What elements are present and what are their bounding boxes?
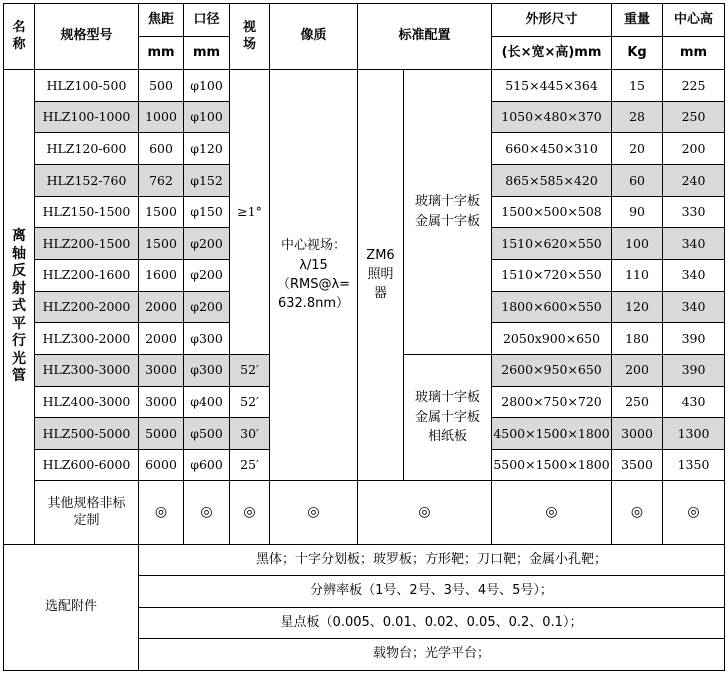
cell-weight: 180	[612, 323, 663, 355]
cell-focal: 500	[139, 70, 184, 102]
accessory-line: 星点板（0.005、0.01、0.02、0.05、0.2、0.1）；	[139, 607, 725, 639]
cell-center: 1300	[663, 418, 725, 450]
cell-dims: 1500×500×508	[492, 196, 612, 228]
cell-dims: 660×450×310	[492, 133, 612, 165]
cell-dims: 1050×480×370	[492, 101, 612, 133]
cell-focal: 1500	[139, 228, 184, 260]
cell-center: 340	[663, 259, 725, 291]
header-aperture: 口径	[184, 4, 230, 37]
bullseye-icon: ◎	[663, 481, 725, 544]
cell-focal: 6000	[139, 449, 184, 481]
cell-aperture: φ300	[184, 354, 230, 386]
cell-model: HLZ400-3000	[35, 386, 139, 418]
cell-model: HLZ100-500	[35, 70, 139, 102]
bullseye-icon: ◎	[139, 481, 184, 544]
bullseye-icon: ◎	[612, 481, 663, 544]
cell-model: HLZ100-1000	[35, 101, 139, 133]
cell-model: HLZ600-6000	[35, 449, 139, 481]
accessories-label: 选配附件	[4, 544, 139, 670]
header-row	[4, 4, 725, 37]
cell-aperture: φ200	[184, 228, 230, 260]
cell-aperture: φ600	[184, 449, 230, 481]
header-weight-unit: Kg	[612, 37, 663, 70]
cell-focal: 2000	[139, 291, 184, 323]
cell-focal: 762	[139, 165, 184, 197]
cell-dims: 5500×1500×1800	[492, 449, 612, 481]
cell-focal: 1600	[139, 259, 184, 291]
header-focal: 焦距	[139, 4, 184, 37]
accessory-line: 黑体；十字分划板；玻罗板；方形靶；刀口靶；金属小孔靶；	[139, 544, 725, 576]
cell-weight: 15	[612, 70, 663, 102]
cell-aperture: φ400	[184, 386, 230, 418]
cell-dims: 515×445×364	[492, 70, 612, 102]
header-dims-unit: (长×宽×高)mm	[492, 37, 612, 70]
cell-field: 25′	[230, 449, 270, 481]
cell-center: 340	[663, 291, 725, 323]
bullseye-icon: ◎	[184, 481, 230, 544]
cell-config-targets-b: 玻璃十字板 金属十字板 相纸板	[404, 354, 492, 481]
cell-weight: 90	[612, 196, 663, 228]
cell-dims: 865×585×420	[492, 165, 612, 197]
cell-center: 330	[663, 196, 725, 228]
cell-model: HLZ300-3000	[35, 354, 139, 386]
cell-weight: 3500	[612, 449, 663, 481]
cell-config-light: ZM6 照明 器	[358, 70, 404, 481]
cell-model: HLZ152-760	[35, 165, 139, 197]
cell-weight: 28	[612, 101, 663, 133]
header-config: 标准配置	[358, 4, 492, 70]
header-field: 视 场	[230, 4, 270, 70]
cell-model: HLZ300-2000	[35, 323, 139, 355]
cell-center: 430	[663, 386, 725, 418]
cell-model: HLZ120-600	[35, 133, 139, 165]
cell-weight: 120	[612, 291, 663, 323]
cell-center: 200	[663, 133, 725, 165]
cell-config-targets-a: 玻璃十字板 金属十字板	[404, 70, 492, 355]
cell-aperture: φ500	[184, 418, 230, 450]
cell-focal: 3000	[139, 354, 184, 386]
header-focal-unit: mm	[139, 37, 184, 70]
cell-aperture: φ100	[184, 70, 230, 102]
cell-field: 52′	[230, 386, 270, 418]
cell-aperture: φ100	[184, 101, 230, 133]
custom-spec-label: 其他规格非标 定制	[35, 481, 139, 544]
cell-weight: 110	[612, 259, 663, 291]
cell-dims: 1510×720×550	[492, 259, 612, 291]
cell-dims: 2600×950×650	[492, 354, 612, 386]
spec-table	[3, 3, 725, 671]
custom-spec-row	[4, 481, 725, 544]
cell-center: 390	[663, 354, 725, 386]
cell-quality: 中心视场： λ/15 （RMS@λ= 632.8nm）	[270, 70, 358, 481]
cell-aperture: φ120	[184, 133, 230, 165]
cell-model: HLZ150-1500	[35, 196, 139, 228]
table-row	[4, 70, 725, 102]
cell-weight: 100	[612, 228, 663, 260]
accessory-line: 载物台；光学平台；	[139, 639, 725, 671]
cell-dims: 4500×1500×1800	[492, 418, 612, 450]
header-name: 名 称	[4, 4, 35, 70]
cell-weight: 200	[612, 354, 663, 386]
accessory-line: 分辨率板（1号、2号、3号、4号、5号）；	[139, 576, 725, 608]
cell-aperture: φ200	[184, 291, 230, 323]
cell-center: 240	[663, 165, 725, 197]
cell-focal: 1500	[139, 196, 184, 228]
cell-focal: 2000	[139, 323, 184, 355]
cell-weight: 3000	[612, 418, 663, 450]
header-center: 中心高	[663, 4, 725, 37]
bullseye-icon: ◎	[230, 481, 270, 544]
cell-dims: 1800×600×550	[492, 291, 612, 323]
bullseye-icon: ◎	[358, 481, 492, 544]
accessories-row	[4, 544, 725, 576]
header-model: 规格型号	[35, 4, 139, 70]
category-label: 离 轴 反 射 式 平 行 光 管	[4, 70, 35, 544]
bullseye-icon: ◎	[270, 481, 358, 544]
header-dims: 外形尺寸	[492, 4, 612, 37]
cell-aperture: φ152	[184, 165, 230, 197]
cell-weight: 60	[612, 165, 663, 197]
cell-focal: 3000	[139, 386, 184, 418]
cell-center: 250	[663, 101, 725, 133]
cell-focal: 5000	[139, 418, 184, 450]
cell-weight: 20	[612, 133, 663, 165]
cell-aperture: φ300	[184, 323, 230, 355]
cell-aperture: φ150	[184, 196, 230, 228]
cell-aperture: φ200	[184, 259, 230, 291]
cell-weight: 250	[612, 386, 663, 418]
header-weight: 重量	[612, 4, 663, 37]
header-quality: 像质	[270, 4, 358, 70]
cell-field-group: ≥1°	[230, 70, 270, 355]
cell-field: 30′	[230, 418, 270, 450]
cell-center: 390	[663, 323, 725, 355]
cell-center: 340	[663, 228, 725, 260]
cell-field: 52′	[230, 354, 270, 386]
cell-dims: 1510×620×550	[492, 228, 612, 260]
cell-model: HLZ200-1500	[35, 228, 139, 260]
cell-model: HLZ200-1600	[35, 259, 139, 291]
cell-dims: 2050x900×650	[492, 323, 612, 355]
cell-model: HLZ500-5000	[35, 418, 139, 450]
cell-center: 225	[663, 70, 725, 102]
cell-focal: 1000	[139, 101, 184, 133]
cell-focal: 600	[139, 133, 184, 165]
cell-model: HLZ200-2000	[35, 291, 139, 323]
cell-center: 1350	[663, 449, 725, 481]
bullseye-icon: ◎	[492, 481, 612, 544]
header-aperture-unit: mm	[184, 37, 230, 70]
cell-dims: 2800×750×720	[492, 386, 612, 418]
header-center-unit: mm	[663, 37, 725, 70]
